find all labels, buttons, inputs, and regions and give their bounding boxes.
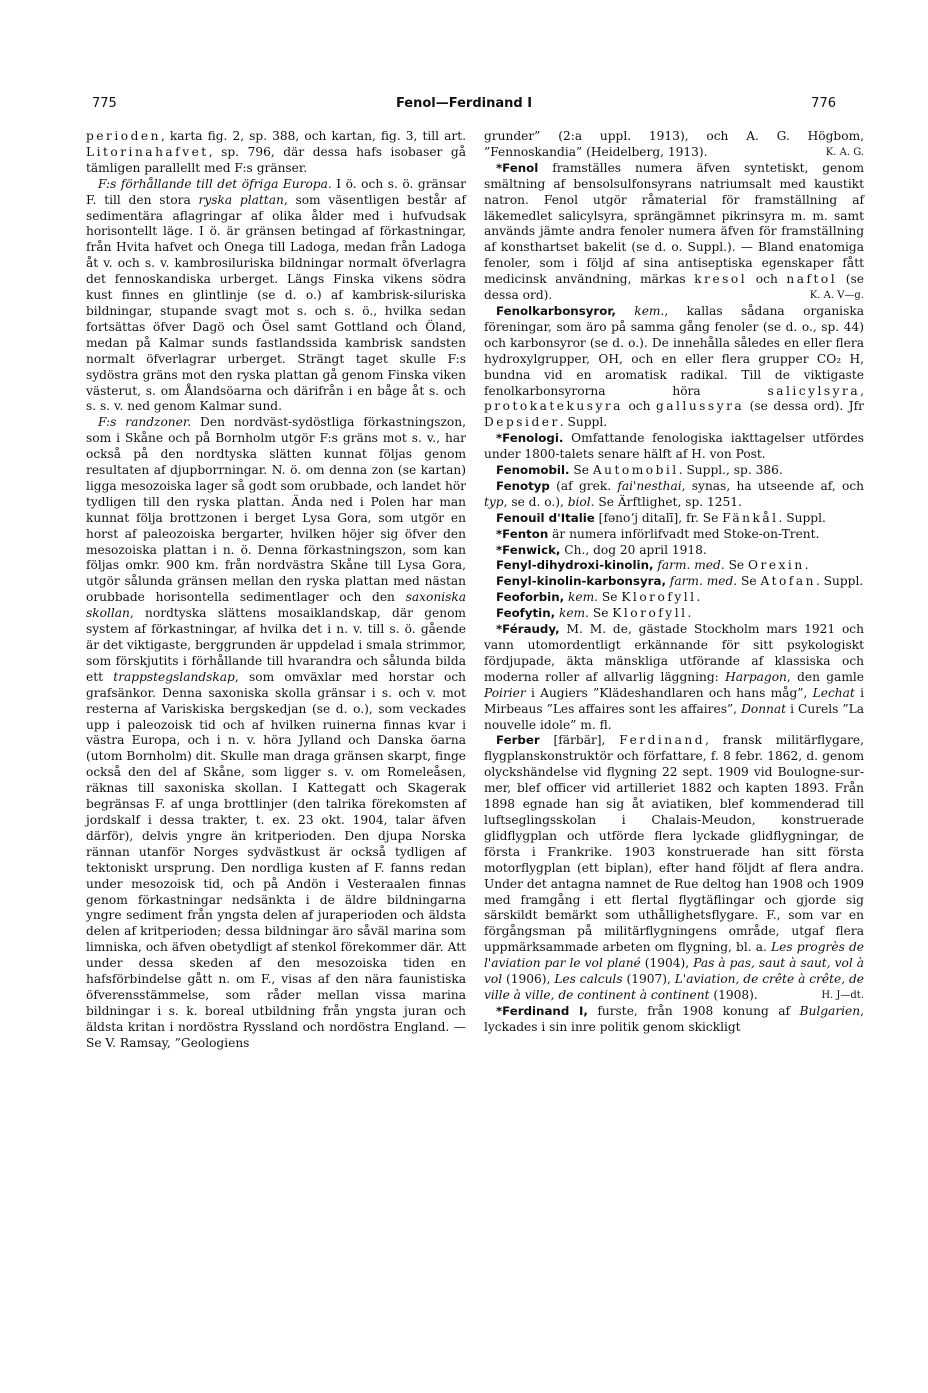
- paragraph: [86, 177, 466, 416]
- text: [fənoʼj ditalī], fr. Se: [594, 510, 723, 525]
- entry-headword: Feoforbin,: [496, 590, 565, 605]
- emphasis: Pas à pas, saut à saut, vol à vol: [484, 956, 864, 987]
- text: Se: [724, 558, 749, 573]
- paragraph: [86, 129, 466, 177]
- emphasis: Poirier: [484, 685, 526, 700]
- emphasis: Donnat: [741, 701, 787, 716]
- author-signature: K. A. G.: [825, 146, 864, 158]
- entry-feofytin: [484, 606, 864, 622]
- left-column: [86, 129, 466, 1052]
- paragraph: [86, 415, 466, 1051]
- entry-headword: Fenolkarbonsyror,: [496, 303, 616, 318]
- emphasis: kem.: [564, 590, 599, 605]
- section-title: F:s förhållande till det öfriga Europa.: [98, 176, 332, 191]
- spaced-term: Fänkål: [722, 510, 779, 525]
- text: Se: [588, 606, 613, 621]
- entry-fenton: [484, 527, 864, 543]
- spaced-term: Orexin: [748, 558, 805, 573]
- spaced-term: Atofan: [760, 574, 816, 589]
- text: (se dessa ord).: [484, 272, 864, 303]
- entry-ferber: [484, 733, 864, 1003]
- entry-headword: Fenouil d'Italie: [496, 510, 595, 525]
- text: (1906),: [502, 972, 555, 987]
- emphasis: farm. med.: [653, 558, 725, 573]
- text: Den nordväst-sydöstliga förkastningszon, som i Skåne och på Bornholm utgör F:s gräns mot s. v., har också på den nordtyska slätten kunnat följas genom resultaten af djupborrningar. N. ö. om denna zon (se kartan) ligga mesozoiska lager så godt som orubbade, och landet hör tydligen till den ryska plattan. Ända ned i Polen har man kunnat följa brottzonen i berget Lysa Gora, som utgör en horst af paleozoiska bergarter, hvilken höjer sig öfver den mesozoiska plattan i n. ö. Denna förkastningszon, som kan följas omkr. 900 km. från nordvästra Skåne till Lysa Gora, utgör sålunda gränsen mellan den ryska plattan med nästan orubbade horisontella sedimentlager och den: [86, 415, 466, 605]
- text: , som omväxlar med horstar och grafsänkor. Denna saxoniska skolla gränsar i s. och v. mot resterna af Variskiska bergskedjan (se d. o.), som veckades upp i paleozoisk tid och af hvilken ruinerna finnas kvar i västra Europa, och i n. v. höra Jylland och Danska öarna (utom Bornholm) dit. Skulle man draga gränsen skarpt, finge också den del af Skåne, som ligger s. v. om Romeleåsen, räknas till saxoniska skollan. I Kattegatt och Skagerak begränsas F. af unga brottlinjer (den talrika förekomsten af jordskalf i dessa trakter, t. ex. 23 okt. 1904, talar äfven därför), delvis yngre än kritperioden. Den djupa Norska rännan utanför Norges sydvästkust är också tydligen af tektoniskt ursprung. Den nordliga kusten af F. fanns redan under mesozoisk tid, och på Andön i Vesteraalen finnas genom förkastningar nedsänkta i de äldre bildningarna yngre sediment från yngsta delen af juraperioden och äldsta delen af kritperioden; dessa bildningar äro såväl marina som limniska, och äfven obetydligt af stenkol förekommer där. Att under dessa skeden af den mesozoiska tiden en hafsförbindelse gått n. om F., visas af den nära faunistiska öfverensstämmelse, som råder mellan vissa marina bildningar i s. k. boreal utbildning från yngsta juran och äldsta kritan i nordöstra Ryssland och nordöstra England. — Se V. Ramsay, ”Geologiens: [86, 669, 466, 1050]
- text: Omfattande fenologiska iakttagelser utfördes under 1800-talets senare hälft af H. von Post.: [484, 431, 864, 462]
- text: i Augiers ”Klädeshandlaren och hans måg”,: [525, 685, 813, 700]
- entry-feraudy: [484, 622, 864, 733]
- spaced-term: Automobil: [592, 463, 679, 478]
- text: . Suppl.: [559, 415, 608, 430]
- text: furste, från 1908 konung af: [587, 1003, 800, 1018]
- text: . Suppl.: [778, 510, 826, 525]
- text: . Suppl., sp. 386.: [678, 463, 783, 478]
- text: (1908).: [709, 987, 758, 1002]
- text: .: [804, 558, 809, 573]
- text: , sp. 796, där dessa hafs isobaser gå tämligen parallellt med F:s gränser.: [86, 144, 466, 175]
- paragraph: [484, 129, 864, 161]
- emphasis: typ: [484, 494, 504, 509]
- text: grunder” (2:a uppl. 1913), och A. G. Högbom, ”Fennoskandia” (Heidelberg, 1913).: [484, 129, 864, 159]
- entry-headword: Fenomobil.: [496, 463, 570, 478]
- spaced-term: Litorinahafvet: [86, 144, 209, 159]
- entry-headword: Feofytin,: [496, 606, 556, 621]
- emphasis: Les progrès de l'aviation par le vol plané: [484, 940, 864, 971]
- text: , som väsentligen består af sedimentära aflagringar af olika ålder med i hufvudsak horisontellt läge. I ö. är gränsen betingad af förkastningar, från Hvita hafvet och Onega till Ladoga, medan från Ladoga åt v. och s. v. kambrosiluriska bildningar normalt öfverlagra det fennoskandiska urberget. Längs Finska vikens södra kust finnes en glintlinje (se d. o.) af kambrisk-siluriska bildningar, stupande svagt mot s. och s. ö., hvilka sedan fortsättas öfver Dagö och Ösel samt Gottland och Öland, medan på Kalmar sunds fastlandssida kambrisk sandsten normalt öfverlagrar urberget. Strängt taget skulle F:s sydöstra gräns mot den ryska plattan gå genom Finska viken västerut, s. om Ålandsöarna och därifrån i en båge åt s. och s. s. v. ned genom Kalmar sund.: [86, 192, 466, 414]
- text: , synas, ha utseende af, och: [681, 478, 864, 493]
- text: (se dessa ord). Jfr: [744, 399, 865, 414]
- emphasis: farm. med.: [665, 574, 738, 589]
- text: (1904),: [640, 956, 694, 971]
- text: . Suppl.: [815, 574, 864, 589]
- text: ,: [860, 383, 864, 398]
- emphasis: Les calculs: [554, 972, 623, 987]
- entry-ferdinand-i: [484, 1004, 864, 1036]
- emphasis: saxoniska skollan: [86, 590, 466, 621]
- emphasis: Harpagon: [725, 669, 787, 684]
- text: , den gamle: [786, 669, 864, 684]
- entry-headword: Fenyl-dihydroxi-kinolin,: [496, 558, 654, 573]
- text: och: [747, 272, 787, 287]
- emphasis: Bulgarien: [799, 1003, 861, 1018]
- text: I ö. och s. ö. gränsar F. till den stora: [86, 176, 466, 207]
- entry-fenyl-dihydroxi-kinolin: [484, 558, 864, 574]
- entry-fenol: [484, 161, 864, 304]
- page-number-left: 775: [92, 96, 117, 111]
- entry-headword: *Fenol: [496, 160, 539, 175]
- text: .: [696, 590, 701, 605]
- entry-fenwick: [484, 543, 864, 559]
- text: Se: [569, 463, 593, 478]
- text: [färbär],: [539, 733, 620, 748]
- entry-fenotyp: [484, 479, 864, 511]
- emphasis: kem.: [555, 606, 589, 621]
- entry-headword: Fenotyp: [496, 478, 550, 493]
- entry-feoforbin: [484, 590, 864, 606]
- entry-headword: *Fenologi.: [496, 431, 564, 446]
- entry-fenomobil: [484, 463, 864, 479]
- entry-headword: *Ferdinand I,: [496, 1003, 588, 1018]
- entry-headword: *Féraudy,: [496, 622, 560, 637]
- text: i Curels ”La nouvelle idole” m. fl.: [484, 701, 864, 732]
- text: framställes numera äfven syntetiskt, genom smältning af bensolsulfonsyrans natriumsalt med kaustikt natron. Fenol utgör råmaterial för framställning af läkemedlet salicylsyra, sprängämnet pikrinsyra m. m. samt används jämte andra fenoler numera äfven för framställning af konsthartset bakelit (se d. o. Suppl.). — Bland enatomiga fenoler, som i följd af sina antiseptiska egenskaper fått medicinsk användning, märkas: [484, 160, 864, 287]
- page-number-right: 776: [811, 96, 836, 111]
- text: , lyckades i sin inre politik genom skickligt: [484, 1003, 864, 1034]
- running-title: Fenol—Ferdinand I: [395, 96, 533, 111]
- entry-headword: Fenyl-kinolin-karbonsyra,: [496, 574, 666, 589]
- entry-headword: Ferber: [496, 733, 540, 748]
- text: , fransk militärflygare, flygplanskonstruktör och författare, f. 8 febr. 1862, d. genom olyckshändelse vid flygning 22 sept. 1909 vid Boulogne-sur-mer, blef officer vid artilleriet 1882 och kapten 1893. Från 1898 egnade han sig åt aviatiken, blef kommenderad till luftseglingsskolan i Chalais-Meudon, konstruerade glidflygplan och utförde flera lyckade glidflygningar, de första i Frankrike. 1903 konstruerade han sitt första motorflygplan (ett biplan), efter hand följdt af flera andra. Under det antagna namnet de Rue deltog han 1908 och 1909 med framgång i ett flertal flygtäflingar och gjorde sig särskildt bemärkt som uthållighetsflygare. F., som var en förgångsman på militärflygningens område, utgaf flera uppmärksammade arbeten om flygning, bl. a.: [484, 733, 864, 955]
- text: är numera införlifvadt med Stoke-on-Trent.: [548, 526, 820, 541]
- author-signature: K. A. V—g.: [809, 290, 864, 302]
- text: Se Ärftlighet, sp. 1251.: [594, 494, 742, 509]
- emphasis: biol.: [567, 494, 595, 509]
- emphasis: trappstegslandskap: [113, 669, 235, 684]
- spaced-term: protokatekusyra: [484, 399, 623, 414]
- section-title: F:s randzoner.: [98, 415, 192, 430]
- spaced-term: gallussyra: [655, 399, 745, 414]
- emphasis: kem.: [615, 303, 665, 318]
- text: Ch., dog 20 april 1918.: [560, 542, 707, 557]
- spaced-term: salicylsyra: [767, 383, 861, 398]
- text: (af grek.: [549, 478, 618, 493]
- text: M. M. de, gästade Stockholm mars 1921 och vann utomordentligt erkännande för sitt psykologiskt fördjupade, äkta mänskliga utförande af klassiska och moderna roller af allvarlig läggning:: [484, 622, 864, 684]
- spaced-term: perioden: [86, 129, 161, 143]
- text: och: [622, 399, 656, 414]
- entry-fenyl-kinolin-karbonsyra: [484, 574, 864, 590]
- text: , nordtyska slättens mosaiklandskap, där genom system af förkastningar, af hvilka det i n. v. till s. ö. gående är det viktigaste, berggrunden är uppdelad i smala strimmor, som förskjutits i förhållande till hvarandra och sålunda bilda ett: [86, 606, 466, 684]
- text: .: [687, 606, 692, 621]
- text: (1907),: [622, 972, 675, 987]
- emphasis: ryska plattan: [198, 192, 284, 207]
- spaced-term: Klorofyll: [612, 606, 688, 621]
- page-header: [92, 96, 836, 116]
- text: Se: [737, 574, 761, 589]
- entry-fenouil: [484, 511, 864, 527]
- text: , kallas sådana organiska föreningar, som äro på samma gång fenoler (se d. o., sp. 44) och karbonsyror (se d. o.). De innehålla således en eller flera hydroxylgrupper, OH, och en eller flera grupper CO₂ H, bundna vid en aromatisk radikal. Till de viktigaste fenolkarbonsyrorna höra: [484, 303, 864, 398]
- text: , karta fig. 2, sp. 388, och kartan, fig. 3, till art.: [160, 129, 466, 143]
- text: i Mirbeaus ”Les affaires sont les affaires”,: [484, 685, 864, 716]
- entry-headword: *Fenton: [496, 526, 549, 541]
- emphasis: L'aviation, de crête à crête, de ville à ville, de continent à continent: [484, 972, 864, 1002]
- spaced-term: Depsider: [484, 415, 560, 430]
- text: Se: [598, 590, 622, 605]
- spaced-term: naftol: [786, 272, 838, 287]
- entry-headword: *Fenwick,: [496, 542, 561, 557]
- emphasis: fai'nesthai: [617, 478, 682, 493]
- spaced-term: Ferdinand: [619, 733, 706, 748]
- author-signature: H. J—dt.: [821, 989, 864, 1001]
- entry-fenolkarbonsyror: [484, 304, 864, 431]
- spaced-term: kresol: [694, 272, 748, 287]
- emphasis: Lechat: [812, 685, 855, 700]
- right-column: [484, 129, 864, 1036]
- text: , se d. o.),: [503, 494, 568, 509]
- entry-fenologi: [484, 431, 864, 463]
- spaced-term: Klorofyll: [621, 590, 697, 605]
